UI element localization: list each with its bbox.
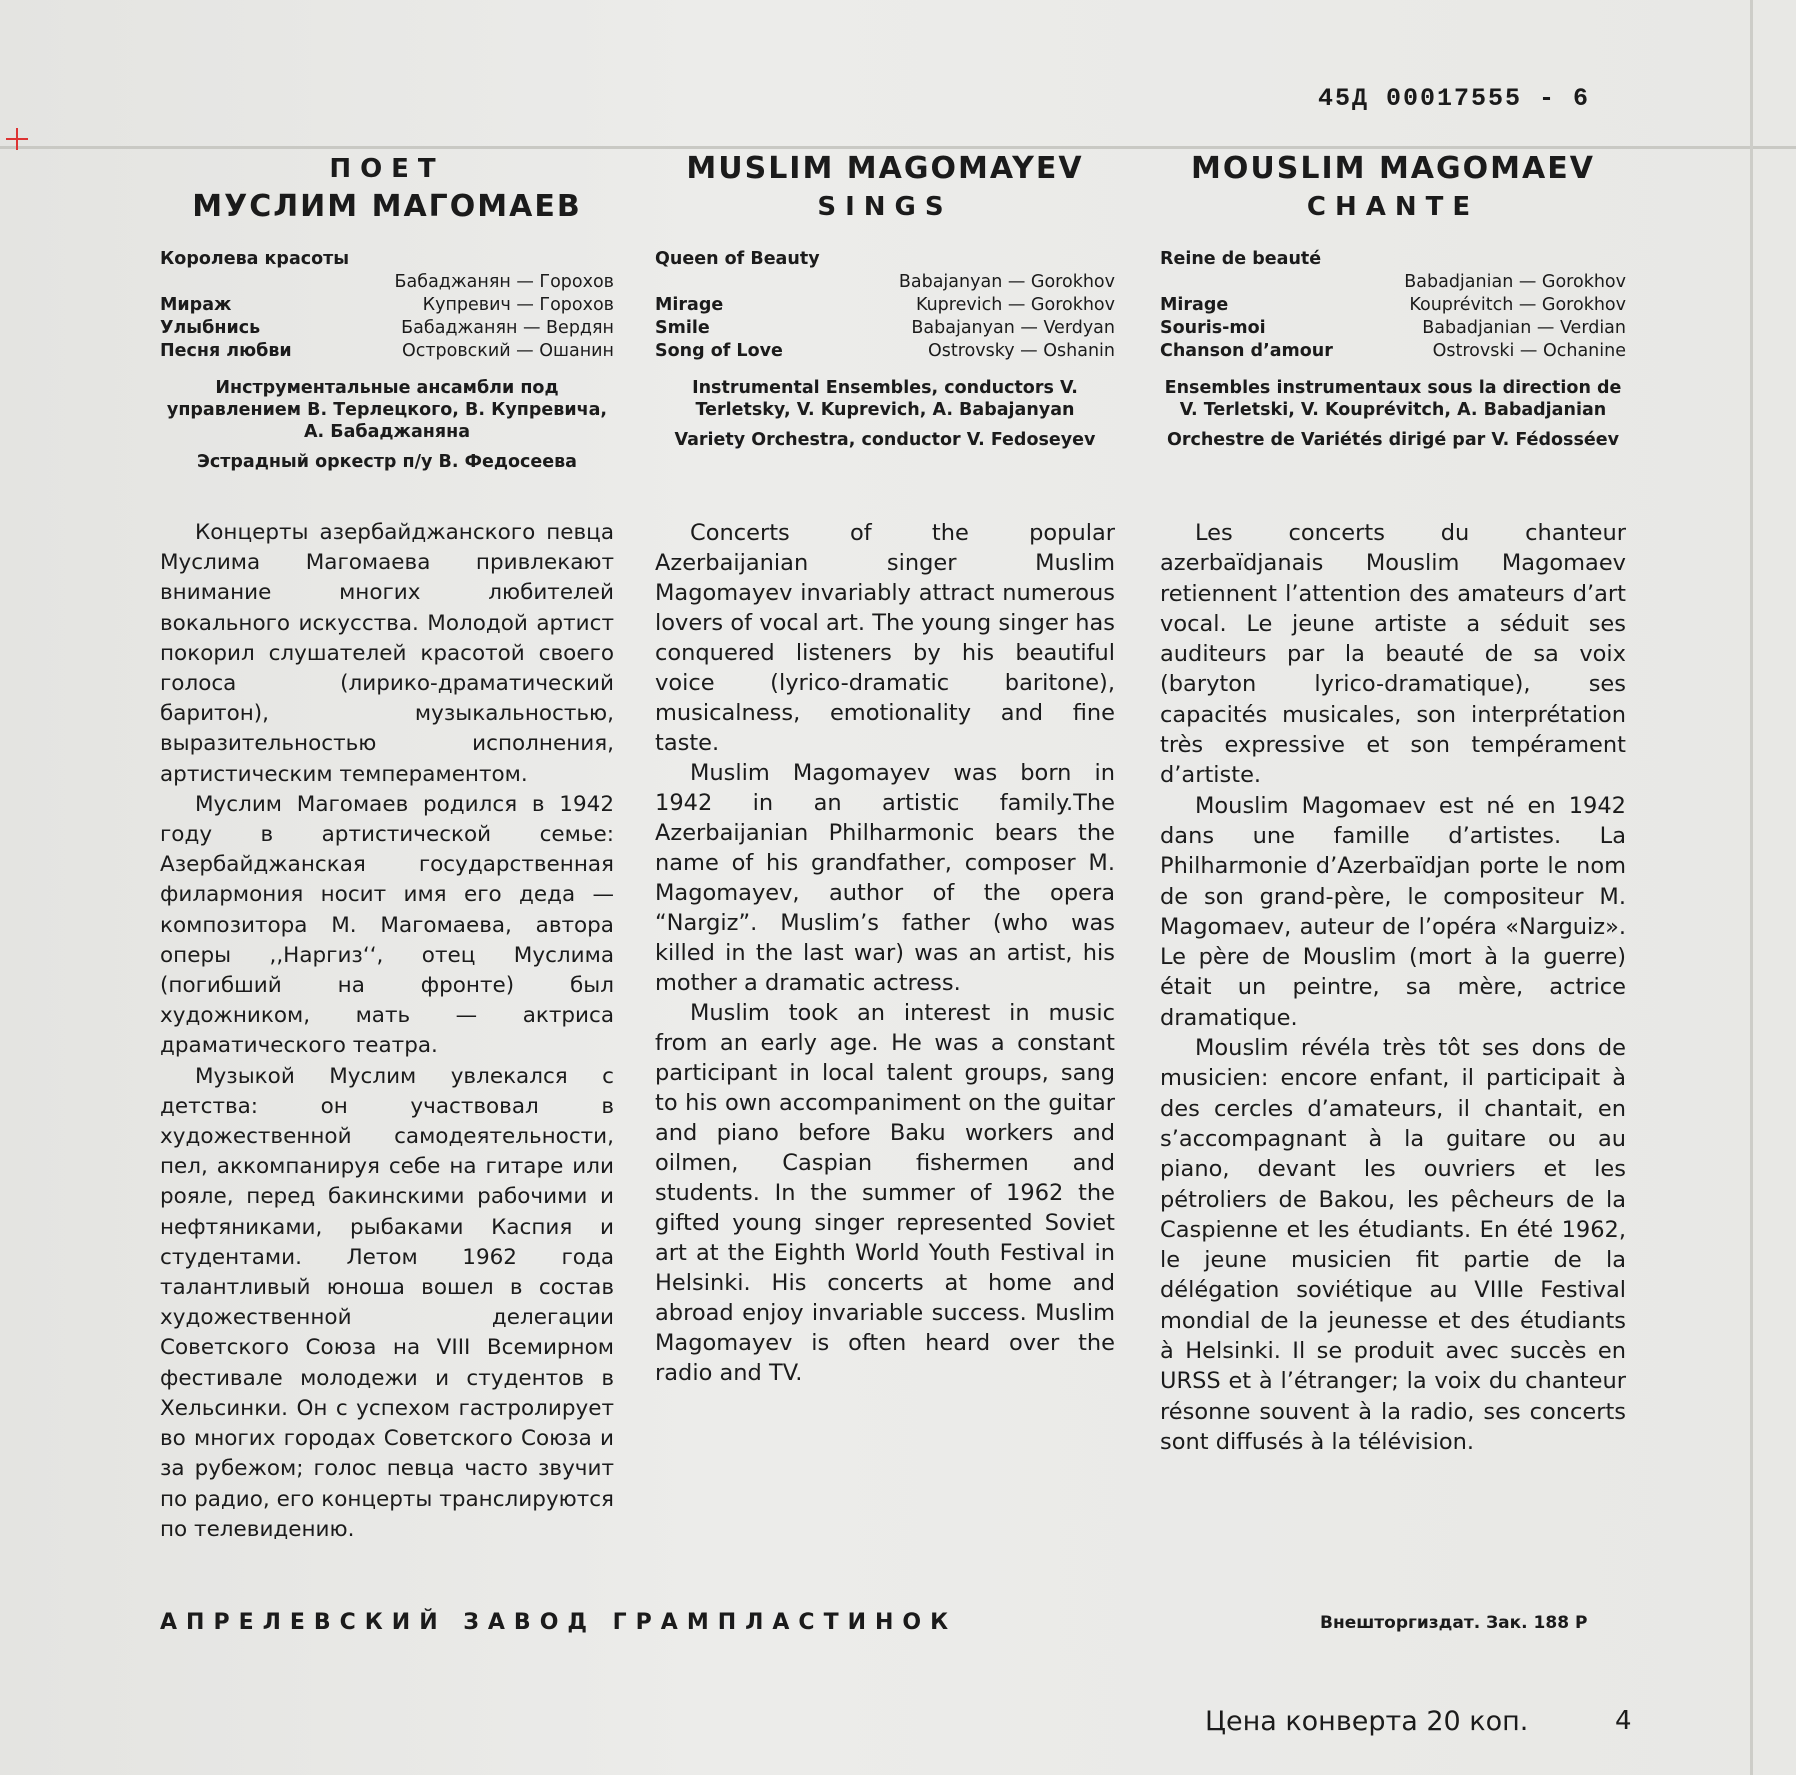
track-authors: Babajanyan — Verdyan — [911, 318, 1115, 338]
track-authors: Babadjanian — Gorokhov — [1404, 272, 1626, 292]
header-line2: МУСЛИМ МАГОМАЕВ — [192, 189, 582, 224]
credits-russian — [160, 377, 614, 473]
credits-english — [655, 377, 1115, 451]
header-russian — [160, 150, 614, 242]
track-row — [160, 340, 614, 363]
track-title — [655, 271, 854, 294]
paragraph: Les concerts du chanteur azerbaïdjanais Mouslim Magomaev retiennent l’attention des amateurs d’art vocal. Le jeune artiste a séduit ses auditeurs par la beauté de sa voix (baryton lyrico-dramatique), ses capacités musicales, son interprétation très expressive et son tempérament d’artiste. — [1160, 520, 1626, 789]
track-authors — [370, 248, 614, 271]
track-title — [160, 271, 370, 294]
header-line2: CHANTE — [1306, 192, 1480, 222]
credits-orchestra: Эстрадный оркестр п/у В. Федосеева — [197, 452, 577, 472]
body-text-french — [1160, 518, 1626, 1457]
track-title: Queen of Beauty — [655, 249, 820, 269]
track-authors — [1364, 248, 1626, 271]
track-title: Королева красоты — [160, 249, 350, 269]
track-title: Smile — [655, 318, 710, 338]
column-russian — [160, 150, 614, 481]
track-row — [160, 317, 614, 340]
paragraph: Concerts of the popular Azerbaijanian singer Muslim Magomayev invariably attract numerous lovers of vocal art. The young singer has conquered listeners by his beautiful voice (lyrico-dramatic baritone), musicalness, emotionality and fine taste. — [655, 520, 1115, 756]
track-title: Песня любви — [160, 341, 292, 361]
paragraph: Muslim took an interest in music from an early age. He was a constant participant in local talent groups, sang to his own accompaniment on the guitar and piano before Baku workers and oilmen, Caspian fishermen and students. In the summer of 1962 the gifted young singer represented Soviet art at the Eighth World Youth Festival in Helsinki. His concerts at home and abroad enjoy invariable success. Muslim Magomayev is often heard over the radio and TV. — [655, 1000, 1115, 1386]
header-english — [655, 150, 1115, 242]
track-title: Chanson d’amour — [1160, 341, 1333, 361]
credits-orchestra: Orchestre de Variétés dirigé par V. Fédosséev — [1166, 430, 1620, 450]
track-row — [655, 271, 1115, 294]
track-authors: Островский — Ошанин — [401, 341, 614, 361]
track-row — [1160, 294, 1626, 317]
track-authors: Babajanyan — Gorokhov — [898, 272, 1115, 292]
header-line2: SINGS — [817, 192, 953, 222]
header-line1: MUSLIM MAGOMAYEV — [686, 151, 1084, 186]
track-row — [1160, 340, 1626, 363]
paragraph: Концерты азербайджанского певца Муслима Магомаева привлекают внимание многих любителей вокального искусства. Молодой артист покорил слушателей красотой своего голоса (лирико-драматический баритон), музыкальностью, выразительностью исполнения, артистическим темпераментом. — [160, 520, 614, 787]
track-authors: Babadjanian — Verdian — [1422, 318, 1626, 338]
track-row — [160, 294, 614, 317]
credits-french — [1160, 377, 1626, 451]
body-text-english — [655, 518, 1115, 1388]
credits-orchestra: Variety Orchestra, conductor V. Fedoseyev — [674, 430, 1096, 450]
track-row — [160, 271, 614, 294]
track-list-french — [1160, 248, 1626, 363]
track-authors: Купревич — Горохов — [422, 295, 614, 315]
paragraph: Mouslim révéla très tôt ses dons de musicien: encore enfant, il participait à des cercles d’amateurs, il chantait, en s’accompagnant à la guitare ou au piano, devant les ouvriers et les pétroliers de Bakou, les pêcheurs de la Caspienne et les étudiants. En été 1962, le jeune musicien fit partie de la délégation soviétique au VIIIe Festival mondial de la jeunesse et des étudiants à Helsinki. Il se produit avec succès en URSS et à l’étranger; la voix du chanteur résonne souvent à la radio, ses concerts sont diffusés à la télévision. — [1160, 1035, 1626, 1455]
header-line1: ПОЕТ — [329, 154, 445, 184]
track-authors — [854, 248, 1115, 271]
track-row — [1160, 248, 1626, 271]
track-title: Reine de beauté — [1160, 249, 1322, 269]
credits-ensembles: Инструментальные ансамбли под управлением В. Терлецкого, В. Купревича, А. Бабаджаняна — [166, 378, 608, 442]
paragraph: Mouslim Magomaev est né en 1942 dans une famille d’artistes. La Philharmonie d’Azerbaïdjan porte le nom de son grand-père, le compositeur M. Magomaev, auteur de l’opéra «Narguiz». Le père de Mouslim (mort à la guerre) était un peintre, sa mère, actrice dramatique. — [1160, 792, 1626, 1031]
sleeve-price: Цена конверта 20 коп. — [1205, 1706, 1529, 1737]
track-list-russian — [160, 248, 614, 363]
header-french — [1160, 150, 1626, 242]
track-authors: Kuprevich — Gorokhov — [915, 295, 1115, 315]
track-title: Mirage — [655, 295, 724, 315]
track-row — [655, 317, 1115, 340]
paragraph: Muslim Magomayev was born in 1942 in an artistic family.The Azerbaijanian Philharmonic bears the name of his grandfather, composer M. Magomayev, author of the opera “Nargiz”. Muslim’s father (who was killed in the last war) was an artist, his mother a dramatic actress. — [655, 760, 1115, 996]
crop-mark-icon — [6, 128, 28, 150]
column-french — [1160, 150, 1626, 459]
track-row — [655, 294, 1115, 317]
paragraph: Музыкой Муслим увлекался с детства: он участвовал в художественной самодеятельности, пел, аккомпанируя себе на гитаре или рояле, перед бакинскими рабочими и нефтяниками, рыбаками Каспия и студентами. Летом 1962 года талантливый юноша вошел в состав художественной делегации Советского Союза на VIII Всемирном фестивале молодежи и студентов в Хельсинки. Он с успехом гастролирует во многих городах Советского Союза и за рубежом; голос певца часто звучит по радио, его концерты транслируются по телевидению. — [160, 1063, 614, 1542]
header-line1: MOUSLIM MAGOMAEV — [1191, 151, 1595, 186]
sleeve-fold-top — [0, 146, 1796, 149]
manufacturer-label: АПРЕЛЕВСКИЙ ЗАВОД ГРАМПЛАСТИНОК — [160, 1610, 958, 1635]
track-row — [655, 340, 1115, 363]
track-title: Song of Love — [655, 341, 783, 361]
column-english — [655, 150, 1115, 459]
printer-label: Внешторгиздат. Зак. 188 Р — [1320, 1613, 1588, 1633]
track-title — [1160, 271, 1364, 294]
paragraph: Муслим Магомаев родился в 1942 году в артистической семье: Азербайджанская государственная филармония носит имя его деда — композитора М. Магомаева, автора оперы ,,Наргиз‘‘, отец Муслима (погибший на фронте) был художником, мать — актриса драматического театра. — [160, 791, 614, 1059]
catalog-number: 45Д 00017555 - 6 — [1318, 84, 1591, 113]
sleeve-fold-right — [1750, 0, 1753, 1775]
track-title: Mirage — [1160, 295, 1229, 315]
track-authors: Бабаджанян — Вердян — [401, 318, 614, 338]
page-number: 4 — [1615, 1706, 1632, 1736]
track-row — [1160, 271, 1626, 294]
track-list-english — [655, 248, 1115, 363]
track-title: Улыбнись — [160, 318, 261, 338]
credits-ensembles: Instrumental Ensembles, conductors V. Terletsky, V. Kuprevich, A. Babajanyan — [692, 378, 1078, 420]
track-row — [160, 248, 614, 271]
track-title: Souris-moi — [1160, 318, 1266, 338]
track-title: Мираж — [160, 295, 232, 315]
track-authors: Ostrovski — Ochanine — [1432, 341, 1626, 361]
track-row — [1160, 317, 1626, 340]
body-text-russian — [160, 518, 614, 1545]
credits-ensembles: Ensembles instrumentaux sous la direction de V. Terletski, V. Kouprévitch, A. Babadjanian — [1164, 378, 1622, 420]
track-authors: Ostrovsky — Oshanin — [928, 341, 1115, 361]
track-row — [655, 248, 1115, 271]
track-authors: Бабаджанян — Горохов — [394, 272, 614, 292]
track-authors: Kouprévitch — Gorokhov — [1409, 295, 1626, 315]
